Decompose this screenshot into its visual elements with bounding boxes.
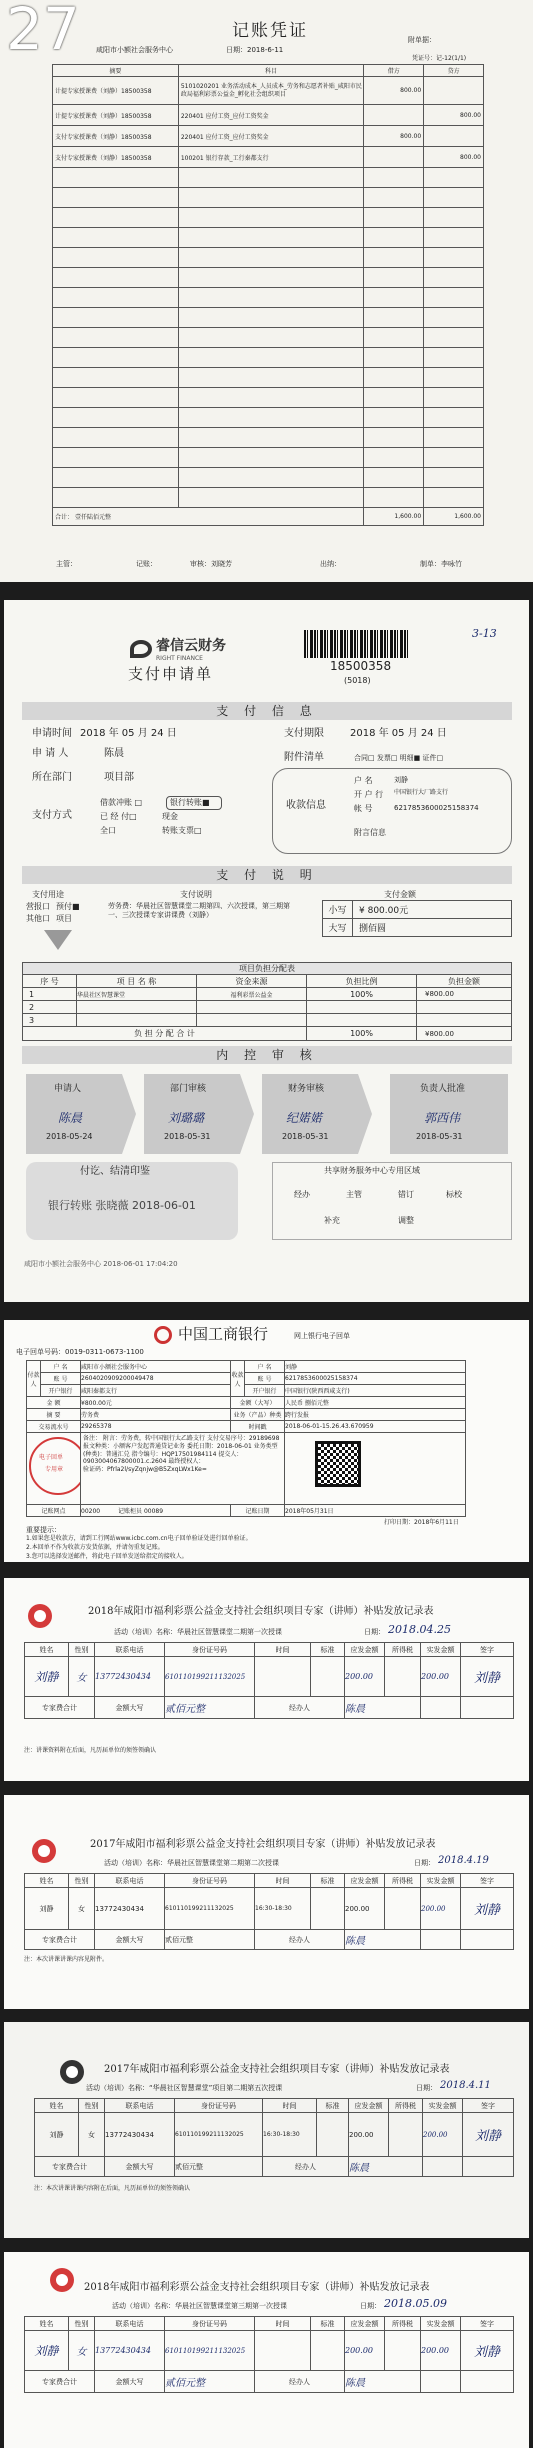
voucher-number: 凭证号：记-12(1/1) (412, 55, 467, 62)
desc-text: 劳务费：华晨社区智慧课堂二期第四、六次授课，第三期第一、三次授课专家讲课费（刘静） (108, 902, 290, 920)
print-teller: 00089 (143, 1508, 164, 1515)
voucher-date: 日期：2018-6-11 (226, 46, 284, 54)
alloc-col: 负担比例 (307, 975, 417, 988)
amount-table (322, 900, 512, 937)
row-name: 刘静 (25, 1657, 69, 1697)
stipend-activity: 活动（培训）名称：“华晨社区智慧课堂”项目第二期第五次授课 (86, 2084, 283, 2092)
bank-tx-no: 29265378 (81, 1421, 231, 1433)
payee-account: 6217853600025158374 (285, 1373, 466, 1385)
row-account: 220401 应付工资_应付工资奖金 (178, 126, 363, 147)
bank-purpose: 劳务费 (81, 1409, 231, 1421)
table-row: 刘静 女 13772430434 610110199211132025 200.00 200.00 刘静 (25, 2331, 514, 2371)
audit-role: 负责人批准 (420, 1084, 466, 1094)
note-line: 1.如果您是收款方，请到工行网站www.icbc.com.cn电子回单验证处进行回单验证。 (26, 1535, 252, 1542)
stipend-title: 2018年咸阳市福利彩票公益金支持社会组织项目专家（讲师）补贴发放记录表 (88, 1606, 434, 1617)
bank-time: 2018-06-01-15.26.43.670959 (285, 1421, 466, 1433)
row-debit: 800.00 (364, 77, 424, 105)
desc-label: 支付说明 (180, 890, 212, 899)
stipend-table: 姓名 性别 联系电话 身份证号码 时间 标准 应发金额 所得税 实发金额 签字 刘静 女 13772430434 610110199211132025 200.00 200.00 刘静 专家费合计 金额大写 贰佰元整 经办人 陈晨 (24, 1642, 514, 1719)
bank-name: 中国工商银行 (178, 1325, 269, 1343)
empty-row (53, 248, 484, 268)
shared-role: 经办 (294, 1190, 310, 1199)
bank-label: 开 户 行 (354, 790, 384, 799)
dept-label: 所在部门 (32, 772, 72, 783)
stipend-footnote: 注：本次讲课讲课内容附在后面，凡历届单位的须签领确认 (34, 2185, 191, 2192)
empty-row (53, 168, 484, 188)
page-number: 27 (6, 0, 80, 63)
stipend-title: 2017年咸阳市福利彩票公益金支持社会组织项目专家（讲师）补贴发放记录表 (90, 1839, 436, 1850)
signature: 刘静 (461, 2331, 514, 2371)
col-account: 科目 (178, 65, 363, 77)
pay-method-label: 支付方式 (32, 810, 72, 821)
verify: Pfrla2l/syZqnjw@B5ZxqLWx1Ke= (107, 1466, 207, 1474)
alloc-col: 资金来源 (197, 975, 307, 988)
empty-row (53, 228, 484, 248)
empty-row (53, 428, 484, 448)
pay-seal-text: 银行转账 张晓薇 2018-06-01 (48, 1199, 196, 1212)
amount-label: 支付金额 (384, 890, 416, 899)
total-label: 合计： (55, 514, 74, 521)
voucher-sheet (0, 0, 533, 582)
empty-row (53, 448, 484, 468)
purpose-opt-4: 项目 (56, 914, 72, 923)
verify-label: 验证码： (83, 1466, 108, 1474)
audit-date: 2018-05-31 (416, 1132, 463, 1141)
alloc-col: 序 号 (23, 975, 77, 988)
row-debit (364, 147, 424, 168)
signature: 刘静 (461, 1888, 514, 1930)
total-row (53, 508, 484, 526)
stipend-date: 2018.4.19 (438, 1855, 489, 1866)
pay-method-1: 借款冲账 □ (100, 798, 143, 807)
other-label: 附言信息 (354, 828, 386, 837)
col-credit: 贷方 (424, 65, 484, 77)
footer-maker: 制单：李咏竹 (420, 560, 462, 568)
row-credit (424, 126, 484, 147)
audit-role: 财务审核 (288, 1084, 325, 1094)
row-name: 刘静 (25, 1888, 69, 1930)
pay-method-2: 已 经 付□ (100, 812, 137, 821)
stipend-date: 2018.05.09 (384, 2297, 447, 2310)
row-summary: 计提专家授课费（刘静）18500358 (53, 77, 179, 105)
row-summary: 支付专家授课费（刘静）18500358 (53, 126, 179, 147)
empty-row (53, 188, 484, 208)
bank-biz: 跨行发报 (285, 1409, 466, 1421)
row-name: 刘静 (35, 2113, 79, 2157)
table-row (53, 126, 484, 147)
table-row: 3 (23, 1014, 512, 1027)
stipend-sheet-2 (4, 1795, 529, 2009)
empty-row (53, 488, 484, 508)
col-debit: 借方 (364, 65, 424, 77)
down-arrow-icon (44, 930, 72, 950)
shared-role: 标校 (446, 1190, 462, 1199)
empty-row (53, 308, 484, 328)
brand-logo-icon (130, 640, 152, 658)
audit-name: 纪婼婼 (286, 1111, 323, 1125)
payment-sheet (4, 600, 529, 1302)
audit-name: 刘璐璐 (168, 1111, 205, 1125)
shared-title: 共享财务服务中心专用区域 (324, 1166, 420, 1175)
attachment-label: 附件清单 (284, 752, 324, 763)
pay-seal-title: 付讫、结清印鉴 (80, 1166, 150, 1177)
row-account: 5101020201 业务活动成本_人员成本_劳务和志愿者补贴_咸阳市民政局福利彩票公益金_孵化社会组织项目 (178, 77, 363, 105)
table-row: 2 (23, 1001, 512, 1014)
footer-reviewer: 审核：刘晓芳 (190, 560, 232, 568)
purpose-opt-1: 营报口 (26, 902, 50, 911)
stipend-activity: 活动（培训）名称：华晨社区智慧课堂第二期第二次授课 (104, 1859, 279, 1867)
stipend-activity: 活动（培训）名称：华晨社区智慧课堂第三期第一次授课 (112, 2302, 287, 2310)
pay-method-cheque: 转账支票□ (162, 826, 202, 835)
amount-big-label: 大写 (323, 919, 353, 937)
payment-title: 支付申请单 (128, 665, 214, 683)
voucher-table (52, 64, 484, 526)
stipend-footnote: 注：本次讲课讲课内容见附件。 (24, 1956, 109, 1963)
table-row: 1 华晨社区智慧课堂 福利彩票公益金 100% ¥800.00 (23, 988, 512, 1001)
alloc-col: 项 目 名 称 (77, 975, 197, 988)
bank: 中国银行大厂路支行 (394, 789, 449, 796)
total-credit: 1,600.00 (424, 508, 484, 526)
stipend-table: 姓名 性别 联系电话 身份证号码 时间 标准 应发金额 所得税 实发金额 签字 刘静 女 13772430434 610110199211132025 16:30-18:30 200.00 200.00 刘静 专家费合计 金额大写 贰佰元整 经办人 陈晨 (34, 2098, 514, 2177)
row-credit (424, 77, 484, 105)
stipend-title: 2018年咸阳市福利彩票公益金支持社会组织项目专家（讲师）补贴发放记录表 (84, 2282, 430, 2293)
icbc-logo-icon (154, 1326, 172, 1344)
account-name-label: 户 名 (354, 776, 373, 785)
remark: 附言：劳务费，转中国银行太乙路支行 支付交易序号：29189698 报文种类：小额客户发起普通贷记业务 委托日期：2018-06-01 业务类型(种类)：普通汇兑 指令编号：HQP17501984114 提交人：0903004067800001.c.2604 最终授权人： (83, 1435, 280, 1466)
attachment-options: 合同□ 发票□ 明细■ 证件□ (354, 754, 444, 762)
lottery-logo-icon (28, 1604, 52, 1628)
print-time: 打印日期：2018年6月11日 (384, 1519, 459, 1526)
alloc-col: 负担金额 (417, 975, 512, 988)
audit-role: 部门审核 (170, 1084, 207, 1094)
pay-method-cash: 现金 (162, 812, 178, 821)
barcode-icon (304, 630, 410, 658)
payee-bank: 中国银行(陕西西咸支行) (285, 1385, 466, 1397)
voucher-unit: 咸阳市小额社会服务中心 (96, 46, 173, 54)
stipend-date: 2018.04.25 (388, 1623, 451, 1636)
account-name: 刘静 (394, 776, 408, 784)
row-debit (364, 105, 424, 126)
barcode-sub: (5018) (344, 676, 371, 685)
empty-row (53, 328, 484, 348)
empty-row (53, 408, 484, 428)
section-audit: 内 控 审 核 (22, 1046, 512, 1064)
row-credit: 800.00 (424, 147, 484, 168)
account-no-label: 帐 号 (354, 804, 373, 813)
bank-table: 付款人 户 名 咸阳市小额社会服务中心 收款人 户 名 刘静 账 号 2604020909200049478 账 号 6217853600025158374 开户银行 咸阳秦都支行 开户银行 中国银行(陕西西咸支行) 金 额 ¥800.00元 金额（大写） 人民币 捌佰元整 摘 要 劳务费 业务（产品）种类 跨行发报 交易流水号 29265378 时间戳 2018-06-01-15.26.43.670959 电子回单 专用章 备注： 附言：劳务费，转中国银行太乙路支行 支付交易序号：29189698 报文种类：小额客户发起普通贷记业务 委托日期：2018-06-01 业务类型(种类)：普通汇兑 指令编号：HQP17501984114 提交人：0903004067800001.c.2604 最终授权人： 验证码：Pfrla2l/syZqnjw@B5ZxqLWx1Ke= 记账网点 00200 记账柜员 00089 记账日期 2018年05月31日 (26, 1360, 466, 1517)
stipend-footnote: 注：讲课资料附在后面，凡历届单位的须签领确认 (24, 1747, 157, 1754)
row-credit: 800.00 (424, 105, 484, 126)
print-date: 2018年05月31日 (285, 1505, 466, 1517)
shared-role: 主管 (346, 1190, 362, 1199)
empty-row (53, 388, 484, 408)
row-summary: 支付专家授课费（刘静）18500358 (53, 147, 179, 168)
payer-name: 咸阳市小额社会服务中心 (81, 1361, 231, 1373)
bank-amount: ¥800.00元 (81, 1397, 231, 1409)
voucher-attachments-label: 附单据： (408, 36, 436, 44)
row-account: 100201 银行存款_工行秦都支行 (178, 147, 363, 168)
bank-amount-big: 人民币 捌佰元整 (285, 1397, 466, 1409)
stipend-table: 姓名 性别 联系电话 身份证号码 时间 标准 应发金额 所得税 实发金额 签字 刘静 女 13772430434 610110199211132025 16:30-18:30 200.00 200.00 刘静 专家费合计 金额大写 贰佰元整 经办人 陈晨 (24, 1873, 514, 1950)
purpose-opt-2: 预付■ (56, 902, 80, 911)
shared-role: 补充 (324, 1216, 340, 1225)
note-line: 2.本回单不作为收款方发货依据，并请勿重复记账。 (26, 1544, 164, 1551)
audit-name: 郭西伟 (424, 1111, 461, 1125)
section-pay-info: 支 付 信 息 (22, 702, 512, 720)
account-no: 6217853600025158374 (394, 804, 479, 812)
audit-date: 2018-05-31 (282, 1132, 329, 1141)
audit-role: 申请人 (54, 1084, 82, 1094)
table-row: 刘静 女 13772430434 610110199211132025 16:30-18:30 200.00 200.00 刘静 (25, 1888, 514, 1930)
stipend-date: 2018.4.11 (440, 2080, 491, 2091)
pay-method-3: 全口 (100, 826, 116, 835)
col-summary: 摘要 (53, 65, 179, 77)
payer-label: 付款人 (27, 1361, 41, 1397)
section-pay-desc: 支 付 说 明 (22, 866, 512, 884)
stipend-table: 姓名 性别 联系电话 身份证号码 时间 标准 应发金额 所得税 实发金额 签字 刘静 女 13772430434 610110199211132025 200.00 200.00 刘静 专家费合计 金额大写 贰佰元整 经办人 陈晨 (24, 2316, 514, 2393)
table-row: 刘静 女 13772430434 610110199211132025 16:30-18:30 200.00 200.00 刘静 (35, 2113, 514, 2157)
brand-name-en: RIGHT FINANCE (156, 655, 203, 662)
shared-role: 错订 (398, 1190, 414, 1199)
stipend-sheet-1 (4, 1578, 529, 1781)
footer-bookkeeper: 记账： (136, 560, 157, 568)
notes-title: 重要提示： (26, 1526, 61, 1534)
pay-period-label: 支付期限 (284, 728, 324, 739)
apply-time-label: 申请时间 (32, 728, 72, 739)
receive-label: 收款信息 (286, 800, 326, 811)
barcode-number: 18500358 (330, 659, 392, 673)
row-debit: 800.00 (364, 126, 424, 147)
stipend-activity: 活动（培训）名称：华晨社区智慧课堂二期第一次授课 (114, 1628, 282, 1636)
applicant-label: 申 请 人 (32, 748, 69, 759)
payee-label: 收款人 (231, 1361, 245, 1397)
empty-row (53, 468, 484, 488)
amount-big: 捌佰圆 (353, 919, 512, 937)
stipend-date-label: 日期： (360, 2302, 381, 2310)
brand-name: 睿信云财务 (156, 638, 226, 654)
apply-time: 2018 年 05 月 24 日 (80, 728, 177, 739)
table-row (53, 77, 484, 105)
purpose-label: 支付用途 (32, 890, 64, 899)
stipend-sheet-4 (4, 2252, 529, 2448)
amount-small: ¥ 800.00元 (353, 901, 512, 919)
empty-row (53, 348, 484, 368)
footer-supervisor: 主管： (56, 560, 77, 568)
dept: 项目部 (104, 772, 134, 783)
print-branch: 00200 (81, 1508, 101, 1515)
note-line: 3.您可以选择发送邮件，将此电子回单发送给指定的接收人。 (26, 1553, 188, 1560)
stipend-title: 2017年咸阳市福利彩票公益金支持社会组织项目专家（讲师）补贴发放记录表 (104, 2064, 450, 2075)
empty-row (53, 288, 484, 308)
payer-bank: 咸阳秦都支行 (81, 1385, 231, 1397)
payer-account: 2604020909200049478 (81, 1373, 231, 1385)
lottery-logo-icon (50, 2268, 74, 2292)
pay-method-bank: 银行转账■ (166, 796, 222, 810)
empty-row (53, 268, 484, 288)
empty-row (53, 208, 484, 228)
footer-cashier: 出纳： (320, 560, 341, 568)
amount-small-label: 小写 (323, 901, 353, 919)
audit-name: 陈晨 (58, 1111, 83, 1125)
qr-code-icon (315, 1441, 361, 1487)
lottery-logo-icon (60, 2060, 84, 2084)
signature: 刘静 (463, 2113, 514, 2157)
receipt-no: 电子回单号码：0019-0311-0673-1100 (16, 1348, 144, 1356)
pay-period: 2018 年 05 月 24 日 (350, 728, 447, 739)
applicant: 陈晨 (104, 748, 124, 759)
table-row (53, 105, 484, 126)
payee-name: 刘静 (285, 1361, 466, 1373)
purpose-opt-3: 其他口 (26, 914, 50, 923)
voucher-title: 记账凭证 (232, 21, 308, 41)
audit-date: 2018-05-24 (46, 1132, 93, 1141)
audit-date: 2018-05-31 (164, 1132, 211, 1141)
bank-sub: 网上银行电子回单 (294, 1332, 350, 1340)
row-summary: 计提专家授课费（刘静）18500358 (53, 105, 179, 126)
bank-receipt-sheet (4, 1320, 529, 1562)
lottery-logo-icon (32, 1839, 56, 1863)
signature: 刘静 (461, 1657, 514, 1697)
stipend-date-label: 日期： (416, 2084, 437, 2092)
remark-label: 备注： (83, 1435, 102, 1442)
stipend-date-label: 日期： (414, 1859, 435, 1867)
alloc-total-row: 负 担 分 配 合 计 100% ¥800.00 (23, 1027, 512, 1041)
row-name: 刘静 (25, 2331, 69, 2371)
row-account: 220401 应付工资_应付工资奖金 (178, 105, 363, 126)
table-row (53, 147, 484, 168)
total-words: 壹仟陆佰元整 (74, 514, 111, 521)
stipend-sheet-3 (4, 2022, 529, 2238)
total-debit: 1,600.00 (364, 508, 424, 526)
alloc-table (22, 962, 512, 1041)
payment-footer: 咸阳市小额社会服务中心 2018-06-01 17:04:20 (24, 1260, 178, 1268)
table-row: 刘静 女 13772430434 610110199211132025 200.00 200.00 刘静 (25, 1657, 514, 1697)
shared-role: 调整 (398, 1216, 414, 1225)
alloc-title: 项目负担分配表 (23, 963, 512, 975)
empty-row (53, 368, 484, 388)
corner-note: 3-13 (472, 627, 497, 640)
stipend-date-label: 日期： (364, 1628, 385, 1636)
